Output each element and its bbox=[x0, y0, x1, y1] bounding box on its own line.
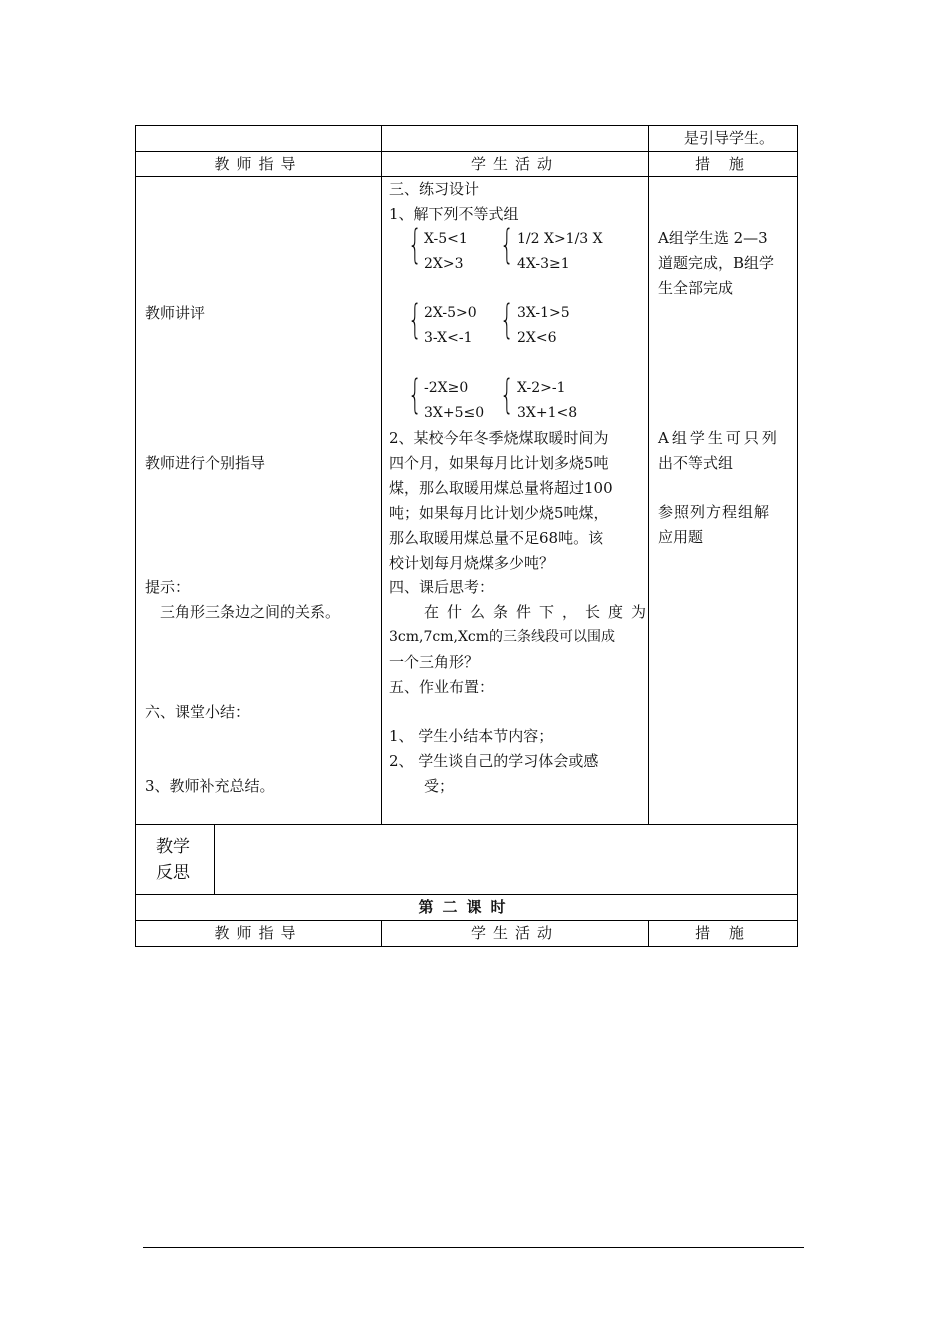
reflection-label: 教学 反思 bbox=[156, 837, 190, 883]
header-student: 学生活动 bbox=[470, 924, 559, 942]
homework-item: 2、 学生谈自己的学习体会或感 bbox=[389, 752, 599, 770]
header-student: 学生活动 bbox=[470, 155, 559, 173]
section-exercise: 三、练习设计 bbox=[389, 180, 480, 198]
teacher-individual: 教师进行个别指导 bbox=[145, 454, 266, 472]
teacher-supplement: 3、教师补充总结。 bbox=[145, 777, 275, 795]
header-measure: 措 施 bbox=[695, 924, 751, 942]
section-homework: 五、作业布置： bbox=[389, 678, 495, 696]
second-lesson-title: 第二课时 bbox=[418, 898, 515, 916]
header-teacher: 教师指导 bbox=[214, 155, 303, 173]
carryover-text: 是引导学生。 bbox=[684, 129, 775, 147]
hint-text: 三角形三条边之间的关系。 bbox=[160, 603, 341, 621]
hint-label: 提示： bbox=[145, 578, 191, 596]
homework-item-cont: 受； bbox=[424, 777, 455, 795]
teacher-review: 教师讲评 bbox=[145, 304, 206, 322]
footer-rule bbox=[143, 1247, 804, 1248]
section-reflection-question: 四、课后思考： bbox=[389, 578, 495, 596]
class-summary: 六、课堂小结： bbox=[145, 703, 251, 721]
homework-item: 1、 学生小结本节内容； bbox=[389, 727, 554, 745]
header-measure: 措 施 bbox=[695, 155, 751, 173]
header-teacher: 教师指导 bbox=[214, 924, 303, 942]
question-1: 1、解下列不等式组 bbox=[389, 205, 519, 223]
